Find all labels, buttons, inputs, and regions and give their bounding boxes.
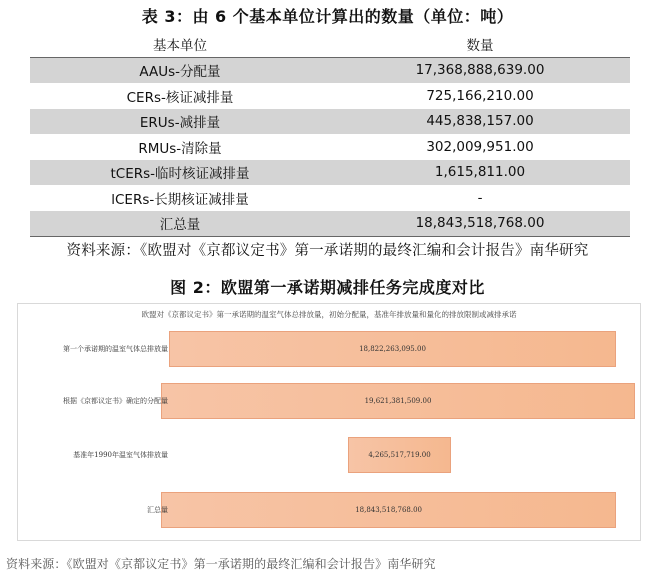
- header-amount: 数量: [330, 31, 630, 57]
- unit-cell: CERs-核证减排量: [126, 89, 234, 106]
- unit-cell: RMUs-清除量: [138, 140, 222, 157]
- amount-cell: 302,009,951.00: [426, 138, 534, 155]
- amount-cell: 17,368,888,639.00: [330, 57, 630, 83]
- unit-cell: tCERs-临时核证减排量: [30, 160, 330, 186]
- chart-category-label: 根据《京都议定书》确定的分配量: [63, 397, 168, 405]
- table-row: [30, 134, 630, 160]
- table-source: 资料来源：《欧盟对《京都议定书》第一承诺期的最终汇编和会计报告》南华研究: [66, 243, 589, 259]
- table-header-row: [30, 31, 630, 57]
- header-unit: 基本单位: [30, 31, 330, 57]
- table-row: [30, 83, 630, 109]
- chart-category-label: 第一个承诺期的温室气体总排放量: [63, 345, 168, 353]
- unit-cell: 汇总量: [30, 211, 330, 237]
- unit-cell: lCERs-长期核证减排量: [111, 191, 249, 208]
- chart-title: 欧盟对《京都议定书》第一承诺期的温室气体总排放量，初始分配量，基准年排放量和量化的排放限制或减排承诺: [141, 310, 517, 319]
- table-title: 表 3：由 6 个基本单位计算出的数量（单位：吨）: [141, 7, 514, 26]
- chart-value-label: 4,265,517,719.00: [368, 451, 431, 459]
- units-table: [30, 31, 630, 237]
- chart-value-label: 19,621,381,509.00: [364, 397, 432, 405]
- unit-cell: ERUs-减排量: [30, 109, 330, 135]
- unit-cell: AAUs-分配量: [30, 57, 330, 83]
- table-total-row: [30, 211, 630, 237]
- amount-cell: 18,843,518,768.00: [330, 211, 630, 237]
- amount-cell: 725,166,210.00: [426, 87, 534, 104]
- chart-category-label: 基准年1990年温室气体排放量: [73, 451, 168, 459]
- table-row: [30, 57, 630, 83]
- amount-cell: 1,615,811.00: [330, 160, 630, 186]
- chart-category-label: 汇总量: [147, 506, 168, 514]
- chart-value-label: 18,822,263,095.00: [359, 345, 426, 353]
- table-row: [30, 109, 630, 135]
- bar-chart: [17, 303, 641, 541]
- figure-title: 图 2：欧盟第一承诺期减排任务完成度对比: [170, 278, 485, 297]
- amount-cell: 445,838,157.00: [330, 109, 630, 135]
- figure-source: 资料来源：《欧盟对《京都议定书》第一承诺期的最终汇编和会计报告》南华研究: [6, 557, 436, 571]
- chart-value-label: 18,843,518,768.00: [355, 506, 422, 514]
- table-row: [30, 160, 630, 186]
- table-row: [30, 185, 630, 211]
- amount-cell: -: [477, 189, 483, 206]
